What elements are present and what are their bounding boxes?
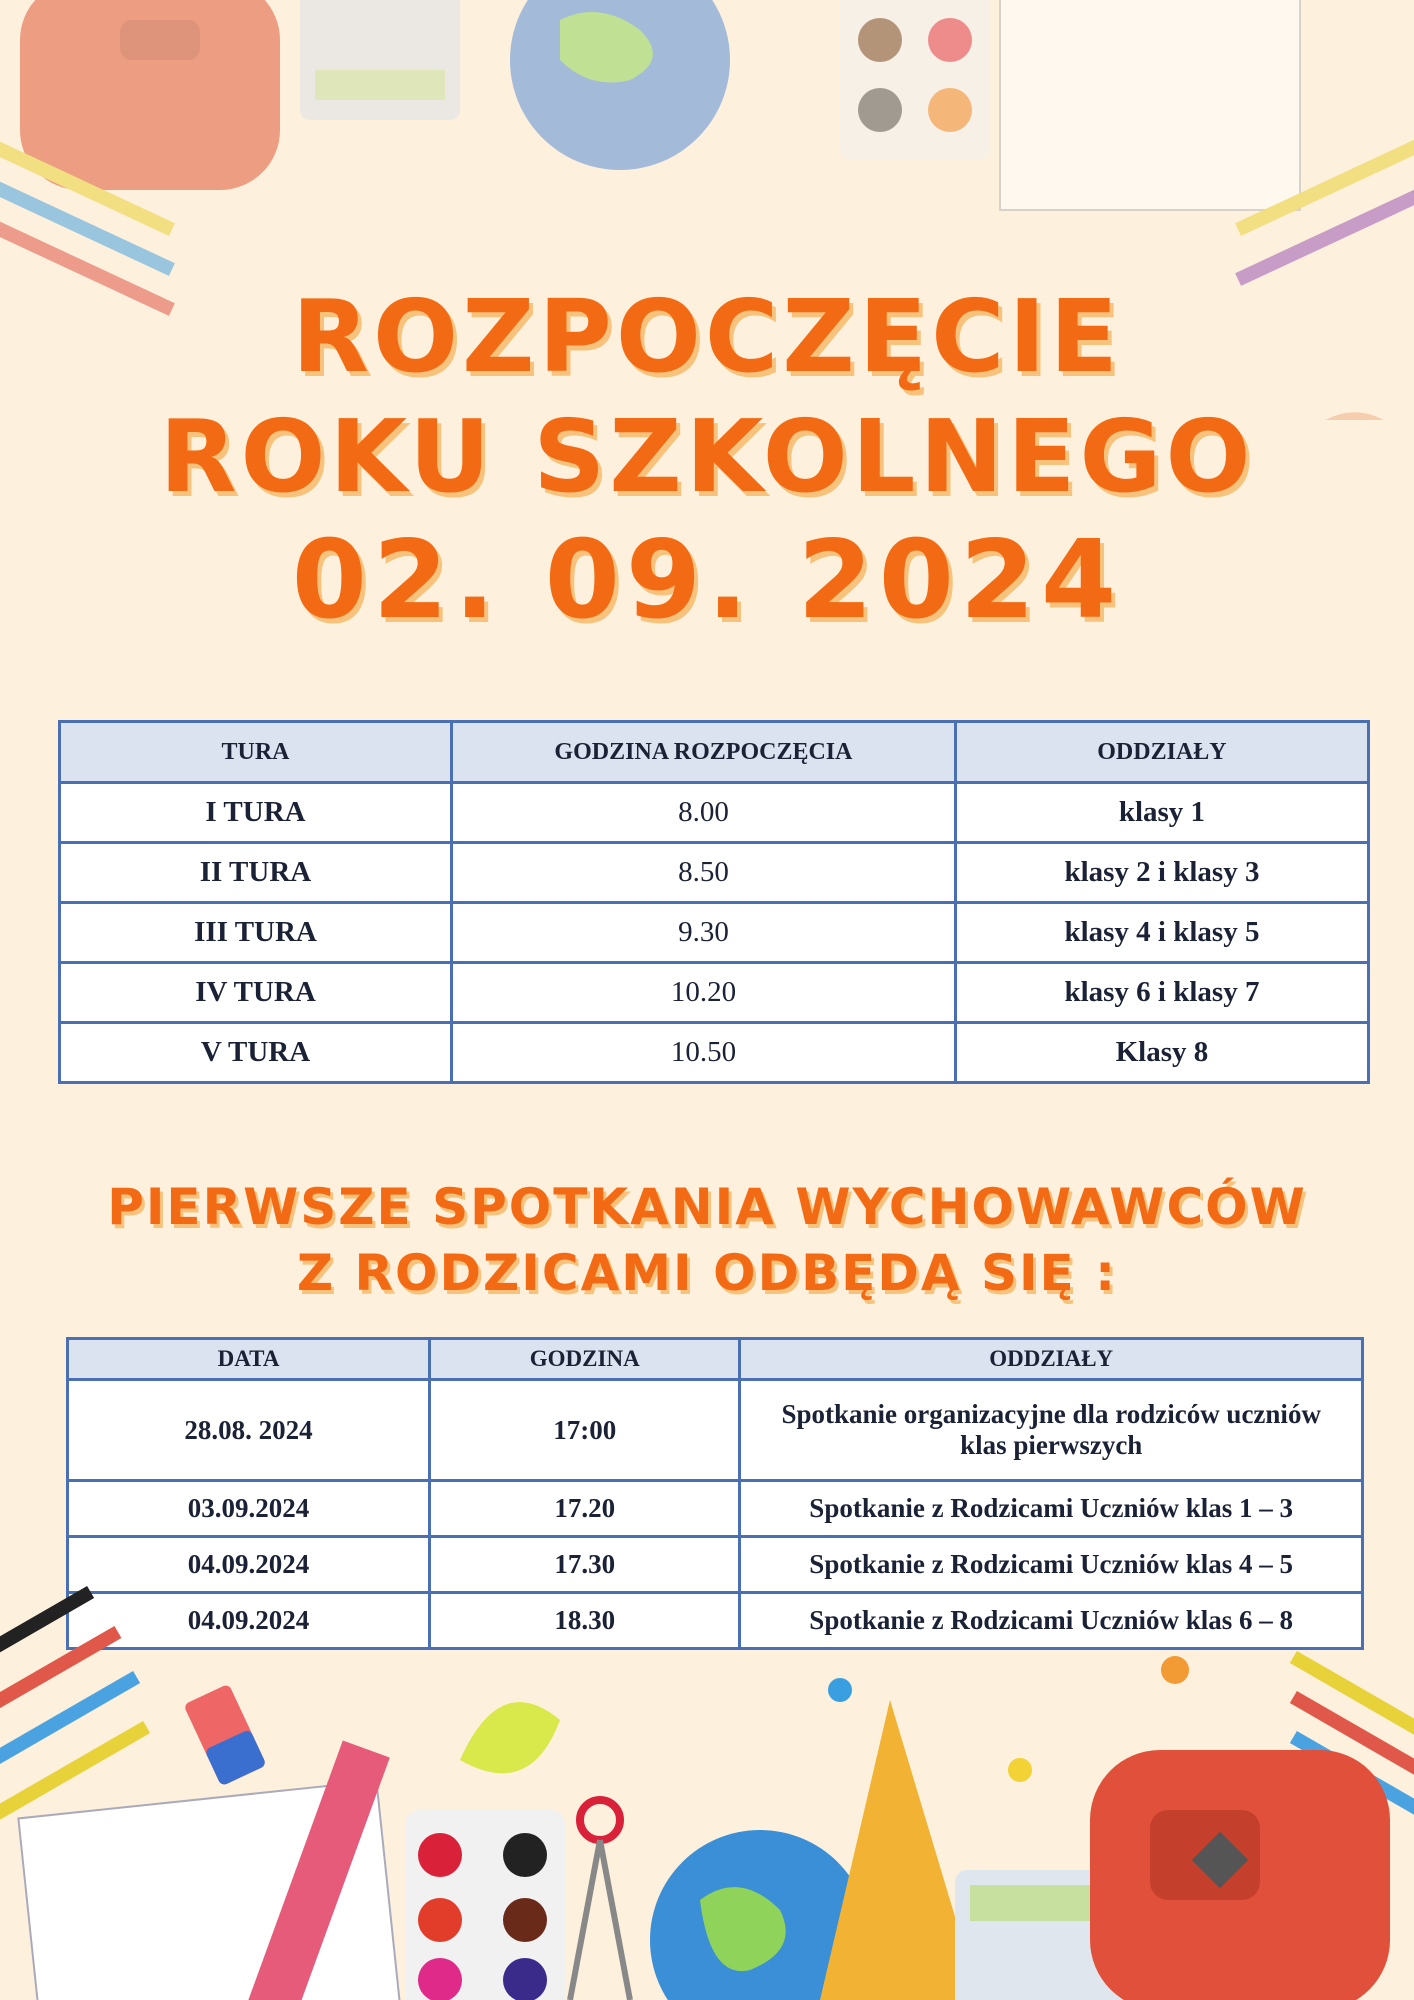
- cell-data: 28.08. 2024: [68, 1380, 430, 1481]
- cell-data: 03.09.2024: [68, 1481, 430, 1537]
- header-godzina: GODZINA: [430, 1339, 740, 1380]
- table-row: [60, 963, 1369, 1023]
- cell-opis: Spotkanie z Rodzicami Uczniów klas 1 – 3: [740, 1481, 1363, 1537]
- notebook-icon: [1000, 0, 1300, 210]
- cell-tura: II TURA: [60, 843, 452, 903]
- cell-tura: III TURA: [60, 903, 452, 963]
- cell-tura: I TURA: [60, 783, 452, 843]
- title-line-2: ROKU SZKOLNEGO: [159, 398, 1255, 515]
- backpack-icon: [1090, 1750, 1390, 2000]
- cell-oddzialy: klasy 4 i klasy 5: [955, 903, 1368, 963]
- meetings-heading-line-2: Z RODZICAMI ODBĘDĄ SIĘ :: [296, 1244, 1118, 1302]
- cell-godzina: 17:00: [430, 1380, 740, 1481]
- backpack-icon: [20, 0, 280, 190]
- cell-data: 04.09.2024: [68, 1593, 430, 1649]
- table-row: [68, 1380, 1363, 1481]
- cell-oddzialy: klasy 2 i klasy 3: [955, 843, 1368, 903]
- cell-godzina: 18.30: [430, 1593, 740, 1649]
- table-row: [60, 1023, 1369, 1083]
- table-row: [60, 843, 1369, 903]
- cell-opis: Spotkanie z Rodzicami Uczniów klas 6 – 8: [740, 1593, 1363, 1649]
- cell-oddzialy: Klasy 8: [955, 1023, 1368, 1083]
- cell-godzina: 8.00: [451, 783, 955, 843]
- cell-oddzialy: klasy 1: [955, 783, 1368, 843]
- table-header-row: [60, 722, 1369, 783]
- title-date: 02. 09. 2024: [291, 518, 1123, 643]
- header-godzina-rozpoczecia: GODZINA ROZPOCZĘCIA: [451, 722, 955, 783]
- paint-palette-icon: [840, 0, 990, 160]
- cell-godzina: 17.20: [430, 1481, 740, 1537]
- header-data: DATA: [68, 1339, 430, 1380]
- compass-icon: [570, 1800, 630, 2000]
- cell-tura: V TURA: [60, 1023, 452, 1083]
- cell-oddzialy: klasy 6 i klasy 7: [955, 963, 1368, 1023]
- cell-tura: IV TURA: [60, 963, 452, 1023]
- eraser-icon: [183, 1684, 266, 1787]
- title-line-1: ROZPOCZĘCIE: [292, 278, 1122, 395]
- header-oddzialy: ODDZIAŁY: [740, 1339, 1363, 1380]
- cell-godzina: 9.30: [451, 903, 955, 963]
- table-row: [60, 903, 1369, 963]
- leaf-icon: [460, 1702, 560, 1773]
- cell-godzina: 10.20: [451, 963, 955, 1023]
- calculator-icon: [300, 0, 460, 120]
- header-oddzialy: ODDZIAŁY: [955, 722, 1368, 783]
- cell-godzina: 17.30: [430, 1537, 740, 1593]
- table-header-row: [68, 1339, 1363, 1380]
- cell-opis: Spotkanie z Rodzicami Uczniów klas 4 – 5: [740, 1537, 1363, 1593]
- cell-opis: Spotkanie organizacyjne dla rodziców uczniów klas pierwszych: [740, 1380, 1363, 1481]
- table-row: [68, 1481, 1363, 1537]
- header-tura: TURA: [60, 722, 452, 783]
- table-row: [60, 783, 1369, 843]
- cell-data: 04.09.2024: [68, 1537, 430, 1593]
- school-start-schedule-table: [58, 720, 1370, 1084]
- globe-icon: [510, 0, 730, 170]
- cell-godzina: 10.50: [451, 1023, 955, 1083]
- school-supplies-bottom-illustration: [0, 1580, 1414, 2000]
- meetings-heading-line-1: PIERWSZE SPOTKANIA WYCHOWAWCÓW: [107, 1178, 1307, 1236]
- paint-palette-icon: [405, 1810, 565, 2000]
- cell-godzina: 8.50: [451, 843, 955, 903]
